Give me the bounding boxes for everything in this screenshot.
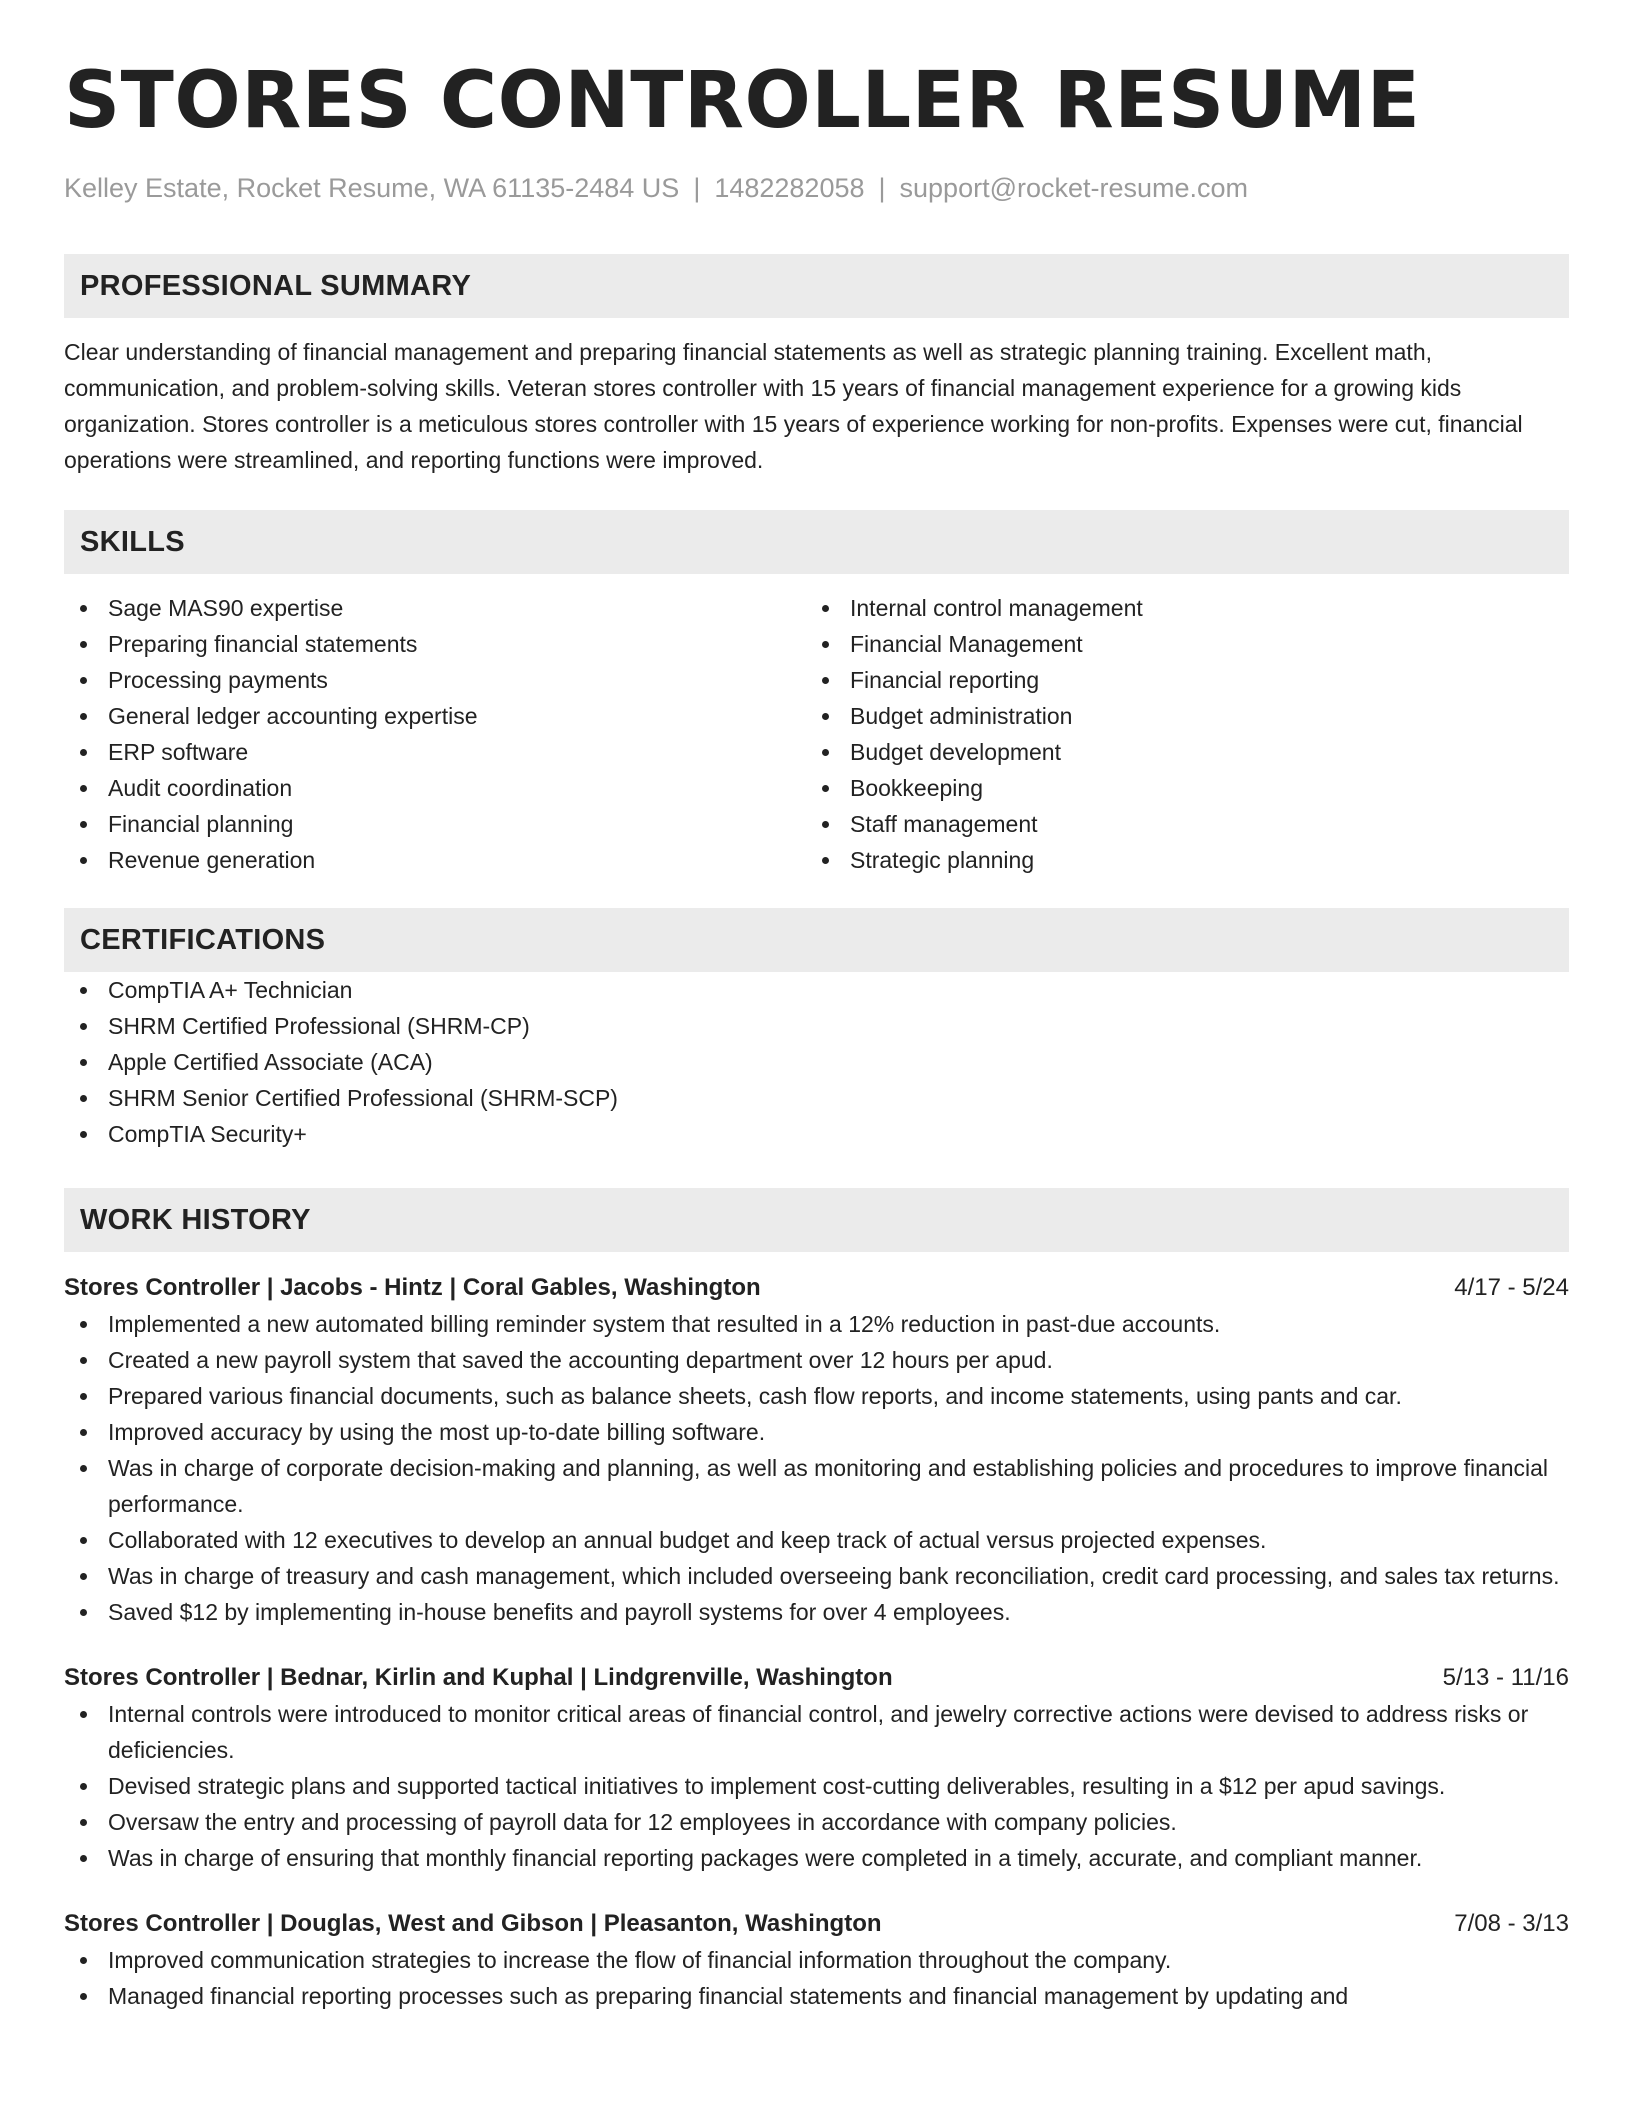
job-bullets: [64, 1306, 1569, 1630]
certification-item: CompTIA Security+: [64, 1116, 1569, 1152]
job-title: Stores Controller | Jacobs - Hintz | Coral Gables, Washington: [64, 1274, 761, 1301]
job-bullet: Devised strategic plans and supported tactical initiatives to implement cost-cutting deliverables, resulting in a $12 per apud savings.: [64, 1768, 1569, 1804]
job-bullet: Internal controls were introduced to monitor critical areas of financial control, and jewelry corrective actions were devised to address risks or deficiencies.: [64, 1696, 1569, 1768]
skills-column-right: [806, 590, 1548, 878]
section-header-work-history: WORK HISTORY: [64, 1188, 1569, 1252]
skill-item: Preparing financial statements: [64, 626, 806, 662]
job-bullet: Implemented a new automated billing reminder system that resulted in a 12% reduction in past-due accounts.: [64, 1306, 1569, 1342]
job-bullet: Was in charge of ensuring that monthly financial reporting packages were completed in a timely, accurate, and compliant manner.: [64, 1840, 1569, 1876]
page-title: STORES CONTROLLER RESUME: [64, 56, 1421, 146]
job-bullet: Was in charge of treasury and cash management, which included overseeing bank reconciliation, credit card processing, and sales tax returns.: [64, 1558, 1569, 1594]
job-header: [64, 1906, 1569, 1942]
job-bullet: Improved accuracy by using the most up-to-date billing software.: [64, 1414, 1569, 1450]
skill-item: Audit coordination: [64, 770, 806, 806]
resume-page: [64, 56, 1569, 2014]
skills-list-right: [806, 590, 1548, 878]
job-title: Stores Controller | Douglas, West and Gibson | Pleasanton, Washington: [64, 1910, 882, 1937]
job-bullet: Collaborated with 12 executives to develop an annual budget and keep track of actual versus projected expenses.: [64, 1522, 1569, 1558]
work-history-list: [64, 1270, 1569, 2014]
certification-item: SHRM Certified Professional (SHRM-CP): [64, 1008, 1569, 1044]
job-bullet: Prepared various financial documents, such as balance sheets, cash flow reports, and income statements, using pants and car.: [64, 1378, 1569, 1414]
job-entry: [64, 1660, 1569, 1876]
job-bullet: Created a new payroll system that saved the accounting department over 12 hours per apud.: [64, 1342, 1569, 1378]
contact-separator: |: [693, 173, 701, 203]
skill-item: Sage MAS90 expertise: [64, 590, 806, 626]
skill-item: Revenue generation: [64, 842, 806, 878]
skill-item: Processing payments: [64, 662, 806, 698]
contact-separator: |: [878, 173, 886, 203]
skill-item: Strategic planning: [806, 842, 1548, 878]
job-header: [64, 1270, 1569, 1306]
section-header-summary: PROFESSIONAL SUMMARY: [64, 254, 1569, 318]
job-dates: 5/13 - 11/16: [1442, 1664, 1569, 1691]
job-bullet: Oversaw the entry and processing of payroll data for 12 employees in accordance with company policies.: [64, 1804, 1569, 1840]
job-header: [64, 1660, 1569, 1696]
skill-item: Bookkeeping: [806, 770, 1548, 806]
contact-phone: 1482282058: [714, 173, 865, 203]
section-header-skills: SKILLS: [64, 510, 1569, 574]
skill-item: Budget administration: [806, 698, 1548, 734]
job-title: Stores Controller | Bednar, Kirlin and Kuphal | Lindgrenville, Washington: [64, 1664, 893, 1691]
skill-item: Staff management: [806, 806, 1548, 842]
contact-address: Kelley Estate, Rocket Resume, WA 61135-2484 US: [64, 173, 680, 203]
skill-item: Budget development: [806, 734, 1548, 770]
job-bullet: Managed financial reporting processes such as preparing financial statements and financial management by updating and: [64, 1978, 1569, 2014]
skills-column-left: [64, 590, 806, 878]
job-dates: 4/17 - 5/24: [1454, 1274, 1569, 1301]
summary-text: Clear understanding of financial management and preparing financial statements as well as strategic planning training. Excellent math, communication, and problem-solving skills. Veteran stores controller with 15 years of financial management experience for a growing kids organization. Stores controller is a meticulous stores controller with 15 years of experience working for non-profits. Expenses were cut, financial operations were streamlined, and reporting functions were improved.: [64, 339, 1523, 473]
job-bullet: Improved communication strategies to increase the flow of financial information throughout the company.: [64, 1942, 1569, 1978]
job-entry: [64, 1270, 1569, 1630]
certification-item: CompTIA A+ Technician: [64, 972, 1569, 1008]
certification-item: SHRM Senior Certified Professional (SHRM-SCP): [64, 1080, 1569, 1116]
contact-email: support@rocket-resume.com: [899, 173, 1249, 203]
job-bullet: Saved $12 by implementing in-house benefits and payroll systems for over 4 employees.: [64, 1594, 1569, 1630]
skill-item: Financial planning: [64, 806, 806, 842]
section-header-certifications: CERTIFICATIONS: [64, 908, 1569, 972]
job-entry: [64, 1906, 1569, 2014]
job-bullets: [64, 1942, 1569, 2014]
skill-item: Financial Management: [806, 626, 1548, 662]
skills-grid: [64, 590, 1569, 878]
job-dates: 7/08 - 3/13: [1454, 1910, 1569, 1937]
skill-item: Internal control management: [806, 590, 1548, 626]
job-bullets: [64, 1696, 1569, 1876]
certifications-list: [64, 972, 1569, 1152]
contact-line: [64, 170, 1569, 206]
skill-item: Financial reporting: [806, 662, 1548, 698]
job-bullet: Was in charge of corporate decision-making and planning, as well as monitoring and establishing policies and procedures to improve financial performance.: [64, 1450, 1569, 1522]
skill-item: General ledger accounting expertise: [64, 698, 806, 734]
certification-item: Apple Certified Associate (ACA): [64, 1044, 1569, 1080]
skills-list-left: [64, 590, 806, 878]
skill-item: ERP software: [64, 734, 806, 770]
